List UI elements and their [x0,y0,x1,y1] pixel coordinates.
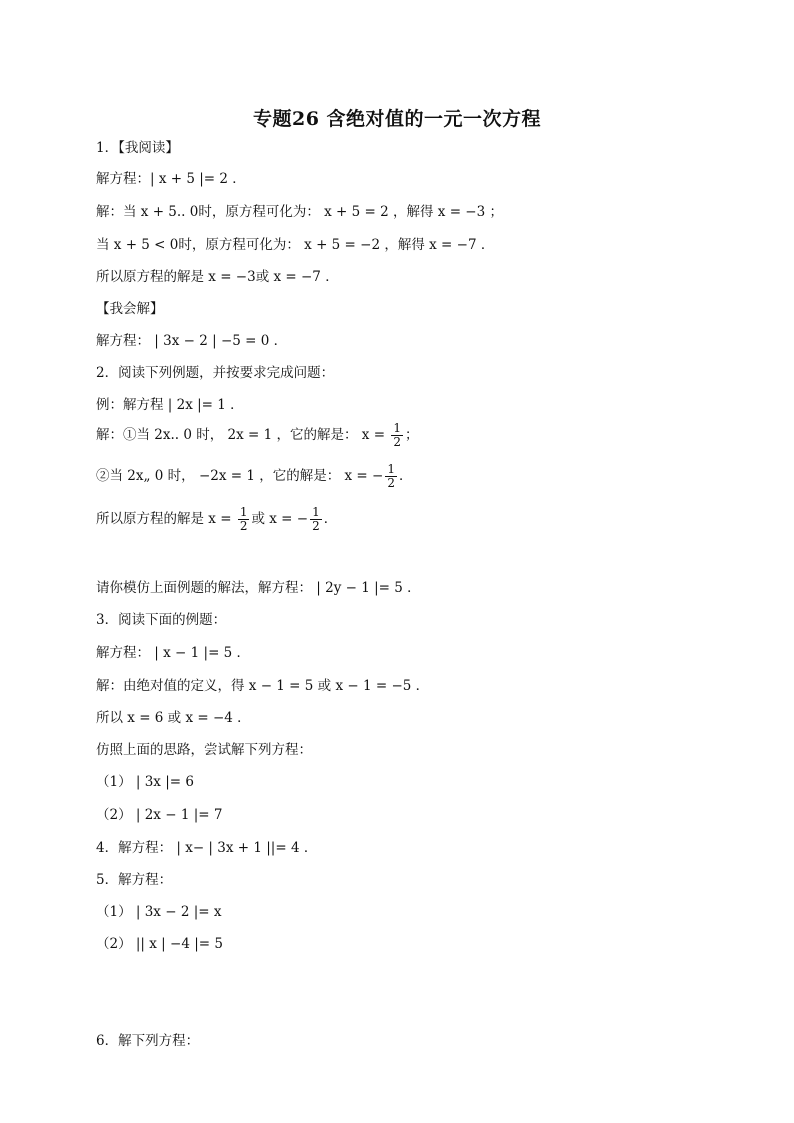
text-line: 当 x + 5 < 0时，原方程可化为： x + 5 = −2 ，解得 x = −7 ． [96,237,495,253]
text-line: （1） | 3x |= 6 [96,774,194,790]
fraction-numerator: 1 [239,505,248,519]
text-line: 所以 x = 6 或 x = −4 ． [96,710,251,726]
fraction [310,506,322,533]
text-line: 1．【我阅读】 [96,140,179,156]
text-segment: ． [323,511,338,527]
fraction-numerator: 1 [387,462,395,476]
text-line: 解：由绝对值的定义，得 x − 1 = 5 或 x − 1 = −5 ． [96,678,430,694]
text-line: 仿照上面的思路，尝试解下列方程： [96,742,312,758]
text-line: （2） || x | −4 |= 5 [96,936,223,952]
text-line: 解方程：| x + 5 |= 2 ． [96,171,246,187]
text-segment: 所以原方程的解是 x = [96,511,236,527]
text-line: 解方程： | x − 1 |= 5 ． [96,645,251,661]
fraction-numerator: 1 [393,421,401,435]
text-line: 所以原方程的解是 x = −3或 x = −7 ． [96,269,339,285]
fraction-denominator: 2 [239,519,248,533]
text-segment: 或 x = − [251,511,309,527]
text-line: 请你模仿上面例题的解法，解方程： | 2y − 1 |= 5 ． [96,580,421,596]
text-line: 4．解方程： | x− | 3x + 1 ||= 4 ． [96,840,318,856]
text-line: 【我会解】 [96,301,164,317]
text-line: 2．阅读下列例题，并按要求完成问题： [96,365,335,381]
page-title: 专题26 含绝对值的一元一次方程 [252,108,542,130]
text-segment: ； [404,427,419,443]
text-segment: ． [399,468,413,484]
text-line: 例：解方程 | 2x |= 1 ． [96,397,244,413]
fraction [391,422,403,449]
fraction-denominator: 2 [387,476,395,490]
text-segment: 解：①当 2x.. 0 时， 2x = 1 ，它的解是： x = [96,427,390,443]
text-line: （1） | 3x − 2 |= x [96,904,222,920]
text-line: 6．解下列方程： [96,1033,200,1049]
text-line: 5．解方程： [96,872,173,888]
text-line: 解：当 x + 5.. 0时，原方程可化为： x + 5 = 2 ，解得 x = −3 ； [96,204,504,220]
text-line: 解方程： | 3x − 2 | −5 = 0 ． [96,333,288,349]
fraction-numerator: 1 [312,505,320,519]
text-line: 3．阅读下面的例题： [96,612,227,628]
fraction [238,506,250,533]
text-line: （2） | 2x − 1 |= 7 [96,807,223,823]
fraction-line [96,422,418,449]
fraction-denominator: 2 [312,519,320,533]
fraction-line [96,506,337,533]
fraction [385,463,397,490]
fraction-denominator: 2 [393,435,401,449]
fraction-line [96,463,413,490]
text-segment: ②当 2x„ 0 时， −2x = 1 ，它的解是： x = − [96,468,384,484]
